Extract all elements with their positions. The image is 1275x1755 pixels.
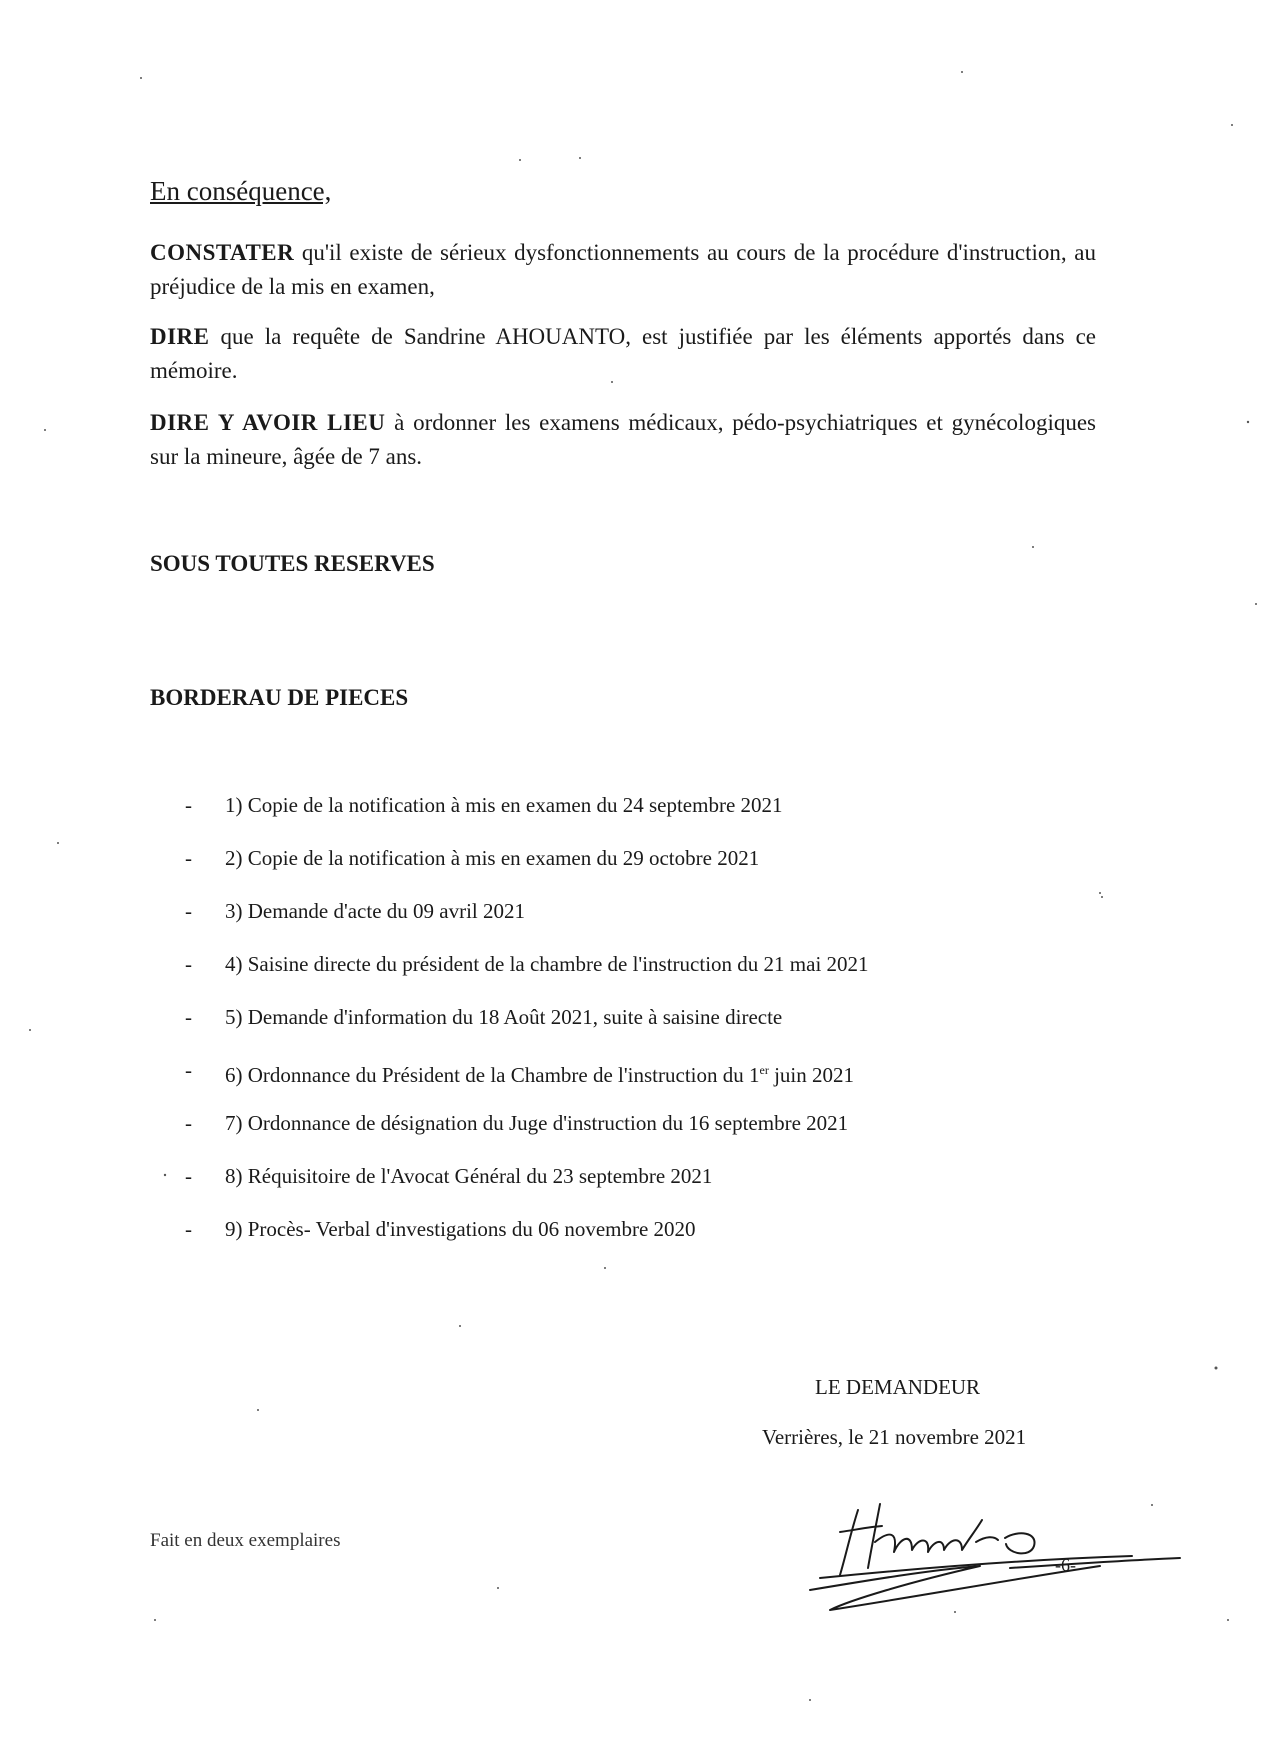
list-item bbox=[185, 1161, 1085, 1214]
list-dash: - bbox=[185, 1058, 192, 1082]
list-item-text: 2) Copie de la notification à mis en examen du 29 octobre 2021 bbox=[225, 846, 760, 870]
paragraph-text: qu'il existe de sérieux dysfonctionnements au cours de la procédure d'instruction, au préjudice de la mis en examen, bbox=[150, 240, 1096, 299]
list-item bbox=[185, 790, 1085, 843]
list-dash: - bbox=[185, 1217, 192, 1241]
list-item-text-main: 6) Ordonnance du Président de la Chambre de l'instruction du 1 bbox=[225, 1063, 760, 1087]
list-item-text: 9) Procès- Verbal d'investigations du 06 novembre 2020 bbox=[225, 1217, 696, 1241]
signatory-role: LE DEMANDEUR bbox=[815, 1375, 981, 1399]
list-item-text: 1) Copie de la notification à mis en examen du 24 septembre 2021 bbox=[225, 793, 783, 817]
paragraph-lead: CONSTATER bbox=[150, 240, 295, 265]
list-item bbox=[185, 1108, 1085, 1161]
pieces-list bbox=[185, 790, 1085, 1267]
place-date: Verrières, le 21 novembre 2021 bbox=[762, 1425, 1027, 1449]
list-dash: - bbox=[185, 1164, 192, 1188]
list-item bbox=[185, 896, 1085, 949]
list-item-text: 7) Ordonnance de désignation du Juge d'instruction du 16 septembre 2021 bbox=[225, 1111, 849, 1135]
list-item-text-tail: juin 2021 bbox=[768, 1063, 854, 1087]
ordinal-superscript: er bbox=[759, 1063, 769, 1077]
list-item bbox=[185, 1055, 1085, 1108]
list-item bbox=[185, 1002, 1085, 1055]
list-dash: - bbox=[185, 1111, 192, 1135]
list-dash: - bbox=[185, 846, 192, 870]
list-dash: - bbox=[185, 793, 192, 817]
page-number: -6- bbox=[1055, 1555, 1076, 1575]
paragraph-lead: DIRE bbox=[150, 324, 210, 349]
paragraph-text: que la requête de Sandrine AHOUANTO, est justifiée par les éléments apportés dans ce mémoire. bbox=[150, 324, 1096, 383]
reserves-title: SOUS TOUTES RESERVES bbox=[150, 551, 435, 576]
paragraph-dire bbox=[150, 320, 1096, 388]
list-dash: - bbox=[185, 899, 192, 923]
list-item bbox=[185, 1214, 1085, 1267]
list-item-text: 5) Demande d'information du 18 Août 2021, suite à saisine directe bbox=[225, 1005, 783, 1029]
copies-note: Fait en deux exemplaires bbox=[150, 1530, 341, 1551]
list-item-text bbox=[225, 1055, 854, 1090]
paragraph-text: à ordonner les examens médicaux, pédo-psychiatriques et gynécologiques sur la mineure, âgée de 7 ans. bbox=[150, 410, 1096, 469]
paragraph-lead: DIRE Y AVOIR LIEU bbox=[150, 410, 386, 435]
list-item bbox=[185, 843, 1085, 896]
list-dash: - bbox=[185, 1005, 192, 1029]
list-item-text: 4) Saisine directe du président de la chambre de l'instruction du 21 mai 2021 bbox=[225, 952, 869, 976]
bordereau-title: BORDERAU DE PIECES bbox=[150, 685, 409, 710]
list-item bbox=[185, 949, 1085, 1002]
paragraph-constater bbox=[150, 236, 1096, 304]
handwritten-signature bbox=[780, 1480, 1190, 1620]
heading-en-consequence: En conséquence, bbox=[150, 176, 332, 206]
paragraph-dire-y-avoir-lieu bbox=[150, 406, 1096, 474]
list-item-text: 3) Demande d'acte du 09 avril 2021 bbox=[225, 899, 526, 923]
list-item-text: 8) Réquisitoire de l'Avocat Général du 23 septembre 2021 bbox=[225, 1164, 713, 1188]
list-dash: - bbox=[185, 952, 192, 976]
